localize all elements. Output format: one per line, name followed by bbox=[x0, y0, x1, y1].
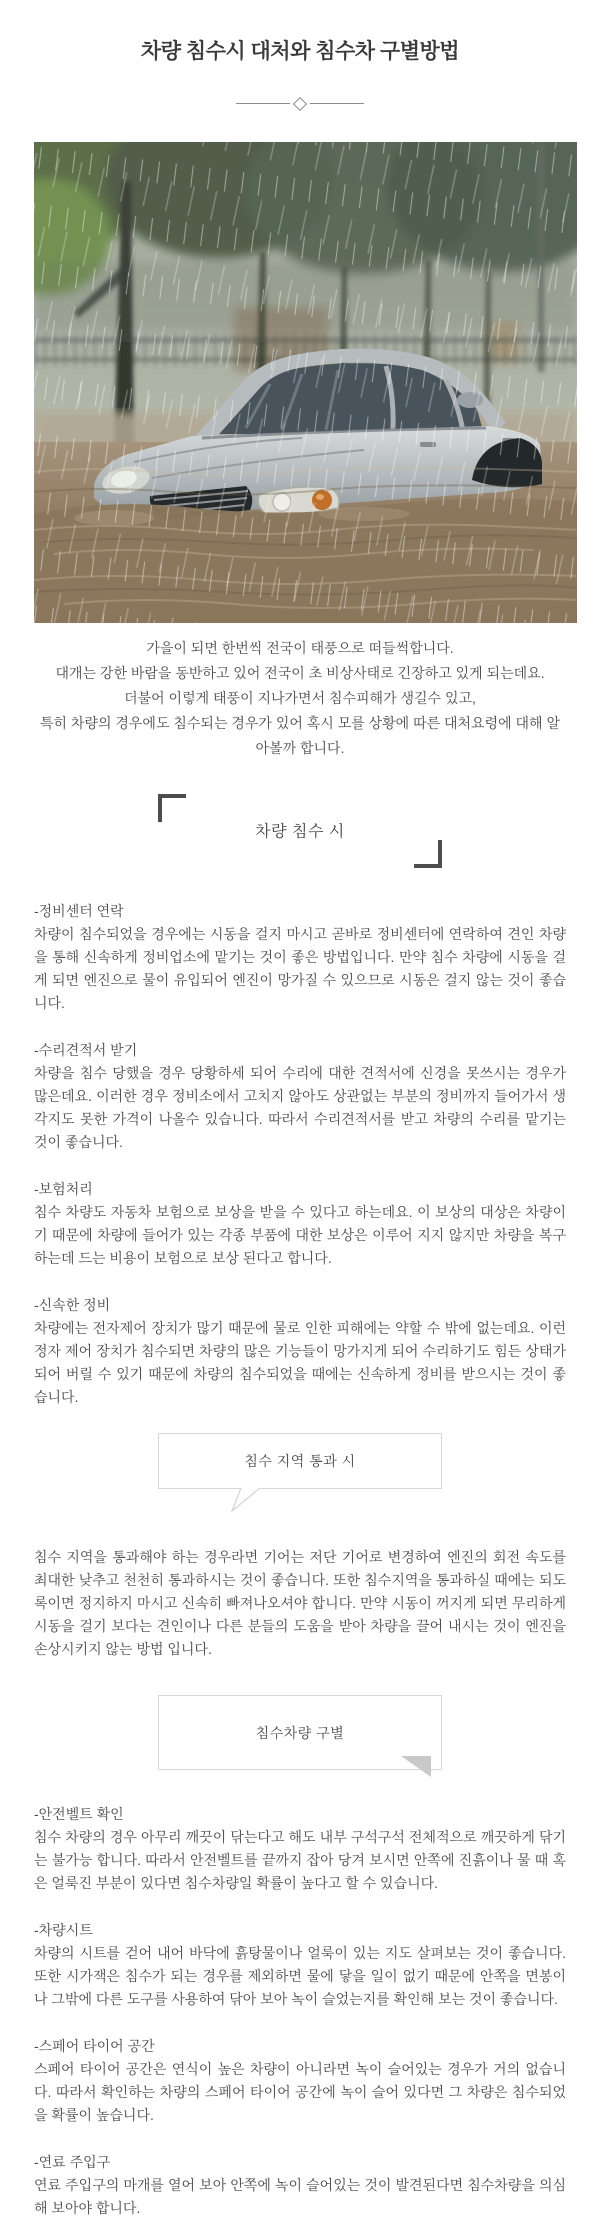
speech-tail-icon bbox=[229, 1487, 265, 1513]
tip-item bbox=[34, 1178, 566, 1270]
folded-corner-icon bbox=[401, 1756, 431, 1777]
intro-line: 대개는 강한 바람을 동반하고 있어 전국이 초 비상사태로 긴장하고 있게 되는데요. bbox=[55, 665, 545, 681]
page-title: 차량 침수시 대처와 침수차 구별방법 bbox=[140, 40, 460, 63]
flooded-car-photo bbox=[34, 142, 577, 623]
tip-label: -정비센터 연락 bbox=[34, 903, 124, 919]
tip-item bbox=[34, 2151, 566, 2220]
passing-body: 침수 지역을 통과해야 하는 경우라면 기어는 저단 기어로 변경하여 엔진의 회전 속도를 최대한 낮추고 천천히 통과하시는 것이 좋습니다. 또한 침수지역을 통과하실 때에는 되도록이면 정지하지 마시고 신속히 빠져나오셔야 합니다. 만약 시동이 꺼지게 되면 무리하게 시동을 걸기 보다는 견인이나 다른 분들의 도움을 받아 차량을 끌어 내시는 것이 엔진을 손상시키지 않는 방법 입니다. bbox=[34, 1549, 566, 1657]
section-header-passing bbox=[158, 1433, 442, 1489]
tip-body: 차량에는 전자제어 장치가 많기 때문에 물로 인한 피해에는 약할 수 밖에 없는데요. 이런 정자 제어 장치가 침수되면 차량의 많은 기능들이 망가지게 되어 수리하기도 힘든 상태가 되어 버릴 수 있기 때문에 차량의 침수되었을 때에는 신속하게 정비를 받으시는 것이 좋습니다. bbox=[34, 1320, 566, 1405]
intro-line: 더불어 이렇게 태풍이 지나가면서 침수피해가 생길수 있고, bbox=[124, 690, 476, 706]
section-distinguish-items bbox=[34, 1803, 566, 2220]
tip-label: -보험처리 bbox=[34, 1181, 93, 1197]
tip-label: -스페어 타이어 공간 bbox=[34, 2038, 155, 2054]
title-divider bbox=[236, 98, 364, 109]
tip-label: -연료 주입구 bbox=[34, 2154, 111, 2170]
intro-paragraph bbox=[34, 636, 566, 761]
tip-label: -차량시트 bbox=[34, 1922, 93, 1938]
intro-line: 특히 차량의 경우에도 침수되는 경우가 있어 혹시 모를 상황에 따른 대처요령에 대해 알아볼까 합니다. bbox=[39, 715, 560, 756]
intro-line: 가을이 되면 한번씩 전국이 태풍으로 떠들썩합니다. bbox=[146, 640, 454, 656]
section-header-text: 차량 침수 시 bbox=[255, 823, 345, 841]
tip-item bbox=[34, 1294, 566, 1409]
section-header-text: 침수차량 구별 bbox=[255, 1724, 345, 1741]
tip-body: 차량의 시트를 걷어 내어 바닥에 흙탕물이나 얼룩이 있는 지도 살펴보는 것이 좋습니다. 또한 시가잭은 침수가 되는 경우를 제외하면 물에 닿을 일이 없기 때문에 안쪽을 면봉이나 그밖에 다른 도구를 사용하여 닦아 보아 녹이 슬었는지를 확인해 보는 것이 좋습니다. bbox=[34, 1945, 566, 2007]
tip-item bbox=[34, 1803, 566, 1895]
tip-item bbox=[34, 900, 566, 1015]
tip-body: 침수 차량도 자동차 보험으로 보상을 받을 수 있다고 하는데요. 이 보상의 대상은 차량이기 때문에 차량에 들어가 있는 각종 부품에 대한 보상은 이루어 지지 않지만 차량을 복구하는데 드는 비용이 보험으로 보상 된다고 합니다. bbox=[34, 1204, 566, 1266]
tip-body: 스페어 타이어 공간은 연식이 높은 차량이 아니라면 녹이 슬어있는 경우가 거의 없습니다. 따라서 확인하는 차량의 스페어 타이어 공간에 녹이 슬어 있다면 그 차량은 침수되었을 확률이 높습니다. bbox=[34, 2061, 566, 2123]
bracket-bottom-right-icon bbox=[414, 840, 442, 868]
diamond-icon bbox=[293, 96, 307, 110]
section-header-text: 침수 지역 통과 시 bbox=[244, 1453, 356, 1469]
tip-item bbox=[34, 1919, 566, 2011]
flooded-car-illustration bbox=[34, 142, 577, 623]
tip-body: 차량이 침수되었을 경우에는 시동을 걸지 마시고 곧바로 정비센터에 연락하여 견인 차량을 통해 신속하게 정비업소에 맡기는 것이 좋은 방법입니다. 만약 침수 차량에 시동을 걸게 되면 엔진으로 물이 유입되어 엔진이 망가질 수 있으므로 시동은 걸지 않는 것이 좋습니다. bbox=[34, 926, 566, 1011]
tip-body: 침수 차량의 경우 아무리 깨끗이 닦는다고 해도 내부 구석구석 전체적으로 깨끗하게 닦기는 불가능 합니다. 따라서 안전벨트를 끝까지 잡아 당겨 보시면 안쪽에 진흙이나 물 때 혹은 얼룩진 부분이 있다면 침수차량일 확률이 높다고 할 수 있습니다. bbox=[34, 1829, 566, 1891]
tip-label: -안전벨트 확인 bbox=[34, 1806, 124, 1822]
tip-item bbox=[34, 1039, 566, 1154]
section-header-distinguish bbox=[158, 1695, 442, 1770]
tip-body: 차량을 침수 당했을 경우 당황하세 되어 수리에 대한 견적서에 신경을 못쓰시는 경우가 많은데요. 이러한 경우 정비소에서 고치지 않아도 상관없는 부분의 정비까지 들어가서 생각지도 못한 가격이 나올수 있습니다. 따라서 수리견적서를 받고 차량의 수리를 맡기는 것이 좋습니다. bbox=[34, 1065, 566, 1150]
section-flooded-items bbox=[34, 900, 566, 1409]
tip-body: 연료 주입구의 마개를 열어 보아 안쪽에 녹이 슬어있는 것이 발견된다면 침수차량을 의심해 보아야 합니다. bbox=[34, 2177, 566, 2216]
tip-label: -신속한 정비 bbox=[34, 1297, 111, 1313]
tip-label: -수리견적서 받기 bbox=[34, 1042, 138, 1058]
section-header-flooded bbox=[158, 794, 442, 868]
divider-line bbox=[310, 103, 364, 104]
tip-item bbox=[34, 2035, 566, 2127]
divider-line bbox=[236, 103, 290, 104]
